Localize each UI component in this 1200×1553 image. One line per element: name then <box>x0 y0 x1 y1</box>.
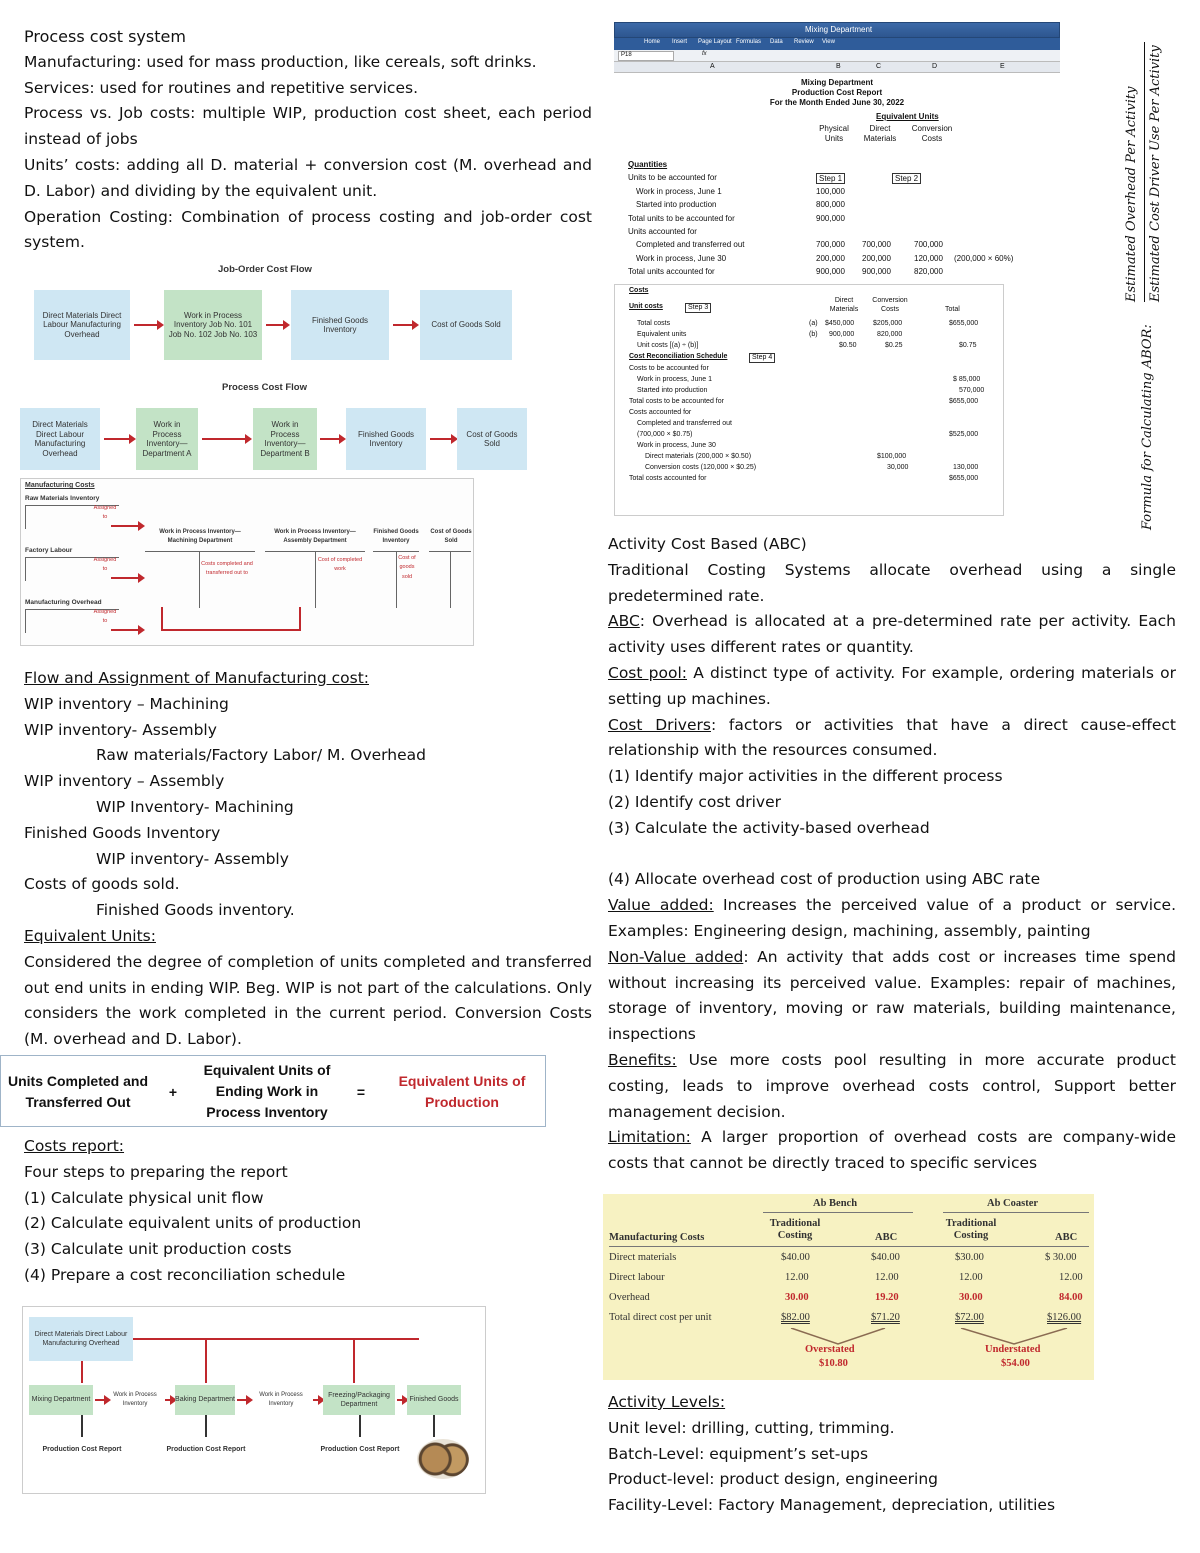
row-label: Total costs <box>637 320 671 327</box>
cell-value: $71.20 <box>871 1312 900 1323</box>
row-label: Costs accounted for <box>629 409 692 416</box>
step-badge: Step 2 <box>892 173 921 184</box>
cell-value: $ 30.00 <box>1045 1252 1077 1263</box>
row-label: Direct labour <box>609 1272 665 1283</box>
abc-step: (3) Calculate the activity-based overhead <box>608 818 930 837</box>
traditional-text: Traditional Costing Systems allocate overhead using a single predetermined rate. <box>608 560 1176 605</box>
arrow <box>134 324 158 326</box>
cell-value: $655,000 <box>949 320 979 327</box>
flow-line: Costs of goods sold. <box>24 875 180 894</box>
cell-value: $0.75 <box>959 342 977 349</box>
row-label: Direct materials (200,000 × $0.50) <box>645 453 752 460</box>
step-badge: Step 3 <box>685 303 711 313</box>
header-abc: ABC <box>875 1232 898 1243</box>
mixing-dept-box: Mixing Department <box>29 1385 93 1415</box>
arrow <box>393 324 413 326</box>
abc-label: ABC <box>608 612 640 631</box>
header-direct-materials: Direct Materials <box>863 124 897 143</box>
raw-materials-label: Raw Materials Inventory <box>25 495 100 503</box>
abc-definition <box>608 609 1176 661</box>
non-value-added-definition <box>608 945 1176 1048</box>
row-label: Work in process, June 1 <box>636 186 722 196</box>
cell-reference-box[interactable]: P18 <box>618 51 674 61</box>
cell-note: (200,000 × 60%) <box>954 253 1014 263</box>
row-label: Total costs to be accounted for <box>629 398 724 405</box>
limitation-definition <box>608 1125 1176 1177</box>
cell-value: 12.00 <box>1059 1272 1083 1283</box>
row-label: Equivalent units <box>637 331 687 338</box>
arrow <box>111 629 139 631</box>
freezing-dept-box: Freezing/Packaging Department <box>323 1385 395 1415</box>
ribbon-tab[interactable]: Page Layout <box>698 39 732 45</box>
row-label: Total units accounted for <box>628 267 715 277</box>
cell-value: 30.00 <box>785 1292 809 1303</box>
manufacturing-costs-t-accounts <box>20 478 474 646</box>
report-line: (1) Calculate physical unit flow <box>24 1188 264 1207</box>
cell-value: $525,000 <box>949 431 979 438</box>
limitation-label: Limitation: <box>608 1128 691 1147</box>
arrow <box>111 525 139 527</box>
job-order-title: Job-Order Cost Flow <box>218 264 312 275</box>
production-cost-report-label: Production Cost Report <box>42 1446 122 1454</box>
header-direct-materials: Direct Materials <box>829 297 859 313</box>
row-label: Costs to be accounted for <box>629 365 709 372</box>
header-manufacturing-costs: Manufacturing Costs <box>609 1232 705 1243</box>
abc-title: Activity Cost Based (ABC) <box>608 535 807 553</box>
header-traditional: Traditional Costing <box>945 1218 997 1241</box>
row-label: Units to be accounted for <box>628 173 717 183</box>
arrow <box>313 1399 319 1401</box>
right-column <box>608 532 1176 1177</box>
costs-report-section <box>24 1134 592 1289</box>
formula-numerator: Estimated Overhead Per Activity <box>1124 86 1139 302</box>
cell-value: 200,000 <box>862 253 891 263</box>
row-label: Total costs accounted for <box>629 475 707 482</box>
activity-levels-heading: Activity Levels: <box>608 1393 726 1411</box>
arrow <box>165 1399 171 1401</box>
non-value-added-label: Non-Value added <box>608 947 744 966</box>
cell-value: 30,000 <box>887 464 909 471</box>
formula-denominator: Estimated Cost Driver Use Per Activity <box>1148 45 1163 302</box>
job-fg-box: Finished Goods Inventory <box>291 290 389 360</box>
baking-dept-box: Baking Department <box>175 1385 235 1415</box>
process-fg-box: Finished Goods Inventory <box>346 408 426 470</box>
activity-level: Batch-Level: equipment’s set-ups <box>608 1444 869 1463</box>
flow-line: Finished Goods inventory. <box>96 901 295 920</box>
limitation-text: A larger proportion of overhead costs are company-wide costs that cannot be directly traced to specific services <box>608 1128 1176 1173</box>
ribbon-tab[interactable]: Review <box>794 39 814 45</box>
ribbon-tab[interactable]: Home <box>644 39 661 45</box>
wip-dept-b-box: Work in Process Inventory— Department B <box>253 408 317 470</box>
cell-value: $450,000 <box>825 320 855 327</box>
header-traditional: Traditional Costing <box>769 1218 821 1241</box>
step-badge: Step 4 <box>749 353 775 363</box>
understated-amount: $54.00 <box>1001 1358 1030 1369</box>
equivalent-units-header: Equivalent Units <box>876 112 939 121</box>
report-line: (4) Prepare a cost reconciliation schedule <box>24 1265 346 1284</box>
row-label: Total units to be accounted for <box>628 213 735 223</box>
value-added-text: Increases the perceived value of a product or service. Examples: Engineering design, machining, assembly, painting <box>608 896 1177 940</box>
cogs-label: Cost of Goods Sold <box>430 528 472 544</box>
cell-value: $100,000 <box>877 453 907 460</box>
dept-inputs-box: Direct Materials Direct Labour Manufacturing Overhead <box>29 1317 133 1361</box>
wip-dept-a-box: Work in Process Inventory— Department A <box>136 408 198 470</box>
group-ab-coaster: Ab Coaster <box>987 1198 1039 1209</box>
equivalent-units-heading: Equivalent Units: <box>24 926 156 945</box>
cost-pool-label: Cost pool: <box>608 663 688 682</box>
abc-step: (1) Identify major activities in the different process <box>608 767 1003 786</box>
job-inputs-box: Direct Materials Direct Labour Manufacturing Overhead <box>34 290 130 360</box>
cell-value: $655,000 <box>949 475 979 482</box>
report-line: Four steps to preparing the report <box>24 1162 288 1181</box>
cell-tag: (b) <box>809 331 818 338</box>
flow-line: WIP Inventory- Machining <box>96 797 294 816</box>
arrow <box>104 438 130 440</box>
job-order-cost-flow-figure <box>34 262 534 366</box>
row-label: Cost Reconciliation Schedule <box>629 353 728 360</box>
cell-value: $72.00 <box>955 1312 984 1323</box>
cell-value: 200,000 <box>816 253 845 263</box>
blank-line <box>608 842 1176 868</box>
header-conversion-costs: Conversion Costs <box>911 124 953 143</box>
column-header: A <box>710 63 715 70</box>
cell-value: $40.00 <box>781 1252 810 1263</box>
department-flow-figure <box>22 1306 486 1494</box>
cell-value: 820,000 <box>914 267 943 277</box>
row-label: Work in process, June 1 <box>637 376 712 383</box>
job-cogs-box: Cost of Goods Sold <box>420 290 512 360</box>
flow-heading: Flow and Assignment of Manufacturing cost: <box>24 669 369 687</box>
cell-value: 820,000 <box>877 331 903 338</box>
row-label: (700,000 × $0.75) <box>637 431 693 438</box>
cost-pool-text: A distinct type of activity. For example, ordering materials or setting up machines. <box>608 663 1176 708</box>
abc-comparison-table <box>603 1194 1094 1380</box>
cell-value: $30.00 <box>955 1252 984 1263</box>
abor-formula <box>1112 30 1176 530</box>
wip-assembly-label: Work in Process Inventory— Assembly Department <box>274 528 356 544</box>
mfg-overhead-label: Manufacturing Overhead <box>25 599 102 607</box>
row-label: Unit costs <box>629 303 663 310</box>
activity-level: Facility-Level: Factory Management, depreciation, utilities <box>608 1496 1056 1515</box>
cell-value: 84.00 <box>1059 1292 1083 1303</box>
activity-levels-section <box>608 1390 1176 1519</box>
row-label: Completed and transferred out <box>636 240 745 250</box>
costs-transferred-label: Costs completed and transferred out to <box>201 560 253 576</box>
cost-drivers-label: Cost Drivers <box>608 715 711 734</box>
activity-level: Unit level: drilling, cutting, trimming. <box>608 1418 895 1437</box>
cost-drivers-text: : factors or activities that have a direct cause-effect relationship with the resources consumed. <box>608 715 1176 760</box>
report-line: (2) Calculate equivalent units of production <box>24 1214 362 1233</box>
cell-value: 900,000 <box>816 267 845 277</box>
abc-step: (4) Allocate overhead cost of production using ABC rate <box>608 870 1041 889</box>
report-line: (3) Calculate unit production costs <box>24 1240 292 1259</box>
sheet-title-3: For the Month Ended June 30, 2022 <box>769 98 905 107</box>
row-label: Quantities <box>628 160 668 169</box>
cell-value: 30.00 <box>959 1292 983 1303</box>
flow-line: Raw materials/Factory Labor/ M. Overhead <box>96 746 426 765</box>
header-total: Total <box>945 306 960 313</box>
header-abc: ABC <box>1055 1232 1078 1243</box>
overstated-label: Overstated <box>805 1344 855 1355</box>
non-value-added-text: : An activity that adds cost or increases time spend without increasing its perceived value. Examples: repair of machines, storage of inventory, moving or raw materials, building maintenance, inspections <box>608 947 1176 1044</box>
row-label: Total direct cost per unit <box>609 1312 712 1323</box>
cell-value: 120,000 <box>914 253 943 263</box>
benefits-text: Use more costs pool resulting in more accurate product costing, leads to improve overhead costs control, Support better management decision. <box>608 1050 1176 1121</box>
row-label: Units accounted for <box>628 227 697 236</box>
cell-value: 700,000 <box>816 240 845 250</box>
job-wip-box: Work in Process Inventory Job No. 101 Job No. 102 Job No. 103 <box>164 290 262 360</box>
cell-value: 12.00 <box>785 1272 809 1283</box>
arrow <box>430 438 452 440</box>
abc-text: : Overhead is allocated at a pre-determined rate per activity. Each activity uses different rates or quantity. <box>608 612 1176 657</box>
production-cost-report-label: Production Cost Report <box>166 1446 246 1454</box>
cell-value: $0.25 <box>885 342 903 349</box>
unit-costs-text: Units’ costs: adding all D. material + conversion cost (M. overhead and D. Labor) and dividing by the equivalent unit. <box>24 155 592 200</box>
wip-inventory-label: Work in Process Inventory <box>113 1391 157 1407</box>
ribbon-tab[interactable]: Formulas <box>736 39 762 45</box>
eq-ending-wip: Equivalent Units of Ending Work in Process Inventory <box>203 1062 331 1120</box>
row-label: Started into production <box>636 200 717 210</box>
cell-value: $126.00 <box>1047 1312 1082 1323</box>
activity-level: Product-level: product design, engineering <box>608 1470 939 1489</box>
process-vs-job-text: Process vs. Job costs: multiple WIP, production cost sheet, each period instead of jobs <box>24 104 592 149</box>
t-accounts-title: Manufacturing Costs <box>25 482 95 489</box>
formula-label: Formula for Calculating ABOR: <box>1140 324 1155 530</box>
cost-pool-definition <box>608 661 1176 713</box>
sheet-title-2: Production Cost Report <box>791 88 883 97</box>
flow-line: Finished Goods Inventory <box>24 823 221 842</box>
ribbon-tab[interactable]: View <box>822 39 835 45</box>
cell-value: $ 85,000 <box>953 376 981 383</box>
cell-tag: (a) <box>809 320 818 327</box>
arrow <box>237 1399 247 1401</box>
eq-plus: + <box>168 1084 178 1100</box>
column-header: D <box>932 63 938 70</box>
flow-line: WIP inventory – Machining <box>24 694 229 713</box>
cell-value: $82.00 <box>781 1312 810 1323</box>
equivalent-units-text: Considered the degree of completion of units completed and transferred out end units in ending WIP. Beg. WIP is not part of the calculations. Only considers the work completed in the current period. Conversion Costs (M. overhead and D. Labor). <box>24 952 592 1049</box>
cell-value: 700,000 <box>862 240 891 250</box>
row-label: Completed and transferred out <box>637 420 732 427</box>
services-text: Services: used for routines and repetitive services. <box>24 78 418 97</box>
understated-label: Understated <box>985 1344 1041 1355</box>
cell-value: $40.00 <box>871 1252 900 1263</box>
cell-value: 570,000 <box>959 387 985 394</box>
assigned-label: Assigned to <box>93 504 117 520</box>
arrow <box>95 1399 105 1401</box>
sheet-title-1: Mixing Department <box>800 78 873 87</box>
value-added-definition <box>608 893 1176 945</box>
row-label: Overhead <box>609 1292 650 1303</box>
fx-label: fx <box>702 51 707 57</box>
arrow <box>111 577 139 579</box>
row-label: Started into production <box>637 387 708 394</box>
equivalent-units-equation <box>0 1055 546 1127</box>
cell-value: 900,000 <box>816 213 845 223</box>
arrow <box>397 1399 403 1401</box>
process-flow-title: Process Cost Flow <box>222 382 307 393</box>
arrow <box>202 438 246 440</box>
process-cogs-box: Cost of Goods Sold <box>457 408 527 470</box>
cell-value: 100,000 <box>816 186 845 196</box>
cookies-image <box>417 1439 469 1479</box>
cell-value: 19.20 <box>875 1292 899 1303</box>
arrow <box>320 438 340 440</box>
ribbon-tab[interactable]: Insert <box>672 39 688 45</box>
eq-equals: = <box>356 1084 366 1100</box>
cost-completed-label: Cost of completed work <box>317 556 363 572</box>
operation-costing-text: Operation Costing: Combination of process costing and job-order cost system. <box>24 207 592 252</box>
row-label: Work in process, June 30 <box>636 253 727 263</box>
value-added-label: Value added: <box>608 896 714 915</box>
manufacturing-text: Manufacturing: used for mass production, like cereals, soft drinks. <box>24 52 537 71</box>
cell-value: 12.00 <box>875 1272 899 1283</box>
row-label: Direct materials <box>609 1252 677 1263</box>
heading-process-cost: Process cost system <box>24 27 186 46</box>
assigned-label: Assigned to <box>93 556 117 572</box>
cell-value: 700,000 <box>914 240 943 250</box>
flow-line: WIP inventory- Assembly <box>96 849 289 868</box>
flow-line: WIP inventory- Assembly <box>24 720 217 739</box>
cell-value: 900,000 <box>862 267 891 277</box>
process-cost-flow-figure <box>20 380 550 472</box>
ribbon-tab[interactable]: Data <box>770 39 783 45</box>
assigned-label: Assigned to <box>93 608 117 624</box>
eq-result: Equivalent Units of Production <box>398 1073 526 1110</box>
cell-value: 12.00 <box>959 1272 983 1283</box>
row-label: Conversion costs (120,000 × $0.25) <box>645 464 757 471</box>
wip-inventory-label: Work in Process Inventory <box>259 1391 303 1407</box>
eq-units-completed: Units Completed and Transferred Out <box>7 1073 148 1110</box>
row-label: Unit costs [(a) ÷ (b)] <box>637 342 699 349</box>
cell-value: $655,000 <box>949 398 979 405</box>
cell-value: $0.50 <box>839 342 857 349</box>
production-cost-report-spreadsheet <box>614 22 1060 517</box>
abc-step: (2) Identify cost driver <box>608 792 782 811</box>
cost-drivers-definition <box>608 713 1176 765</box>
flow-lines <box>24 692 592 924</box>
row-label: Costs <box>629 287 649 294</box>
process-inputs-box: Direct Materials Direct Labour Manufacturing Overhead <box>20 408 100 470</box>
costs-report-heading: Costs report: <box>24 1137 125 1155</box>
benefits-definition <box>608 1048 1176 1125</box>
header-conversion-costs: Conversion Costs <box>872 297 908 313</box>
benefits-label: Benefits: <box>608 1050 677 1069</box>
step-badge: Step 1 <box>816 173 845 184</box>
window-title: Mixing Department <box>805 25 873 34</box>
overstated-amount: $10.80 <box>819 1358 848 1369</box>
column-header: E <box>1000 63 1005 70</box>
column-header: B <box>836 63 841 70</box>
flow-line: WIP inventory – Assembly <box>24 772 225 791</box>
cell-value: 800,000 <box>816 200 845 210</box>
column-header: C <box>876 63 882 70</box>
fg-label: Finished Goods Inventory <box>373 528 419 544</box>
production-cost-report-label: Production Cost Report <box>320 1446 400 1454</box>
factory-labour-label: Factory Labour <box>25 547 73 555</box>
cell-value: 130,000 <box>953 464 979 471</box>
finished-goods-box: Finished Goods <box>407 1385 461 1415</box>
group-ab-bench: Ab Bench <box>813 1198 858 1209</box>
cost-goods-sold-label: Cost of goods sold <box>398 554 416 580</box>
row-label: Work in process, June 30 <box>637 442 716 449</box>
arrow <box>266 324 284 326</box>
wip-machining-label: Work in Process Inventory— Machining Department <box>159 528 241 544</box>
cell-value: $205,000 <box>873 320 903 327</box>
cell-value: 900,000 <box>829 331 855 338</box>
header-physical-units: Physical Units <box>819 124 849 143</box>
